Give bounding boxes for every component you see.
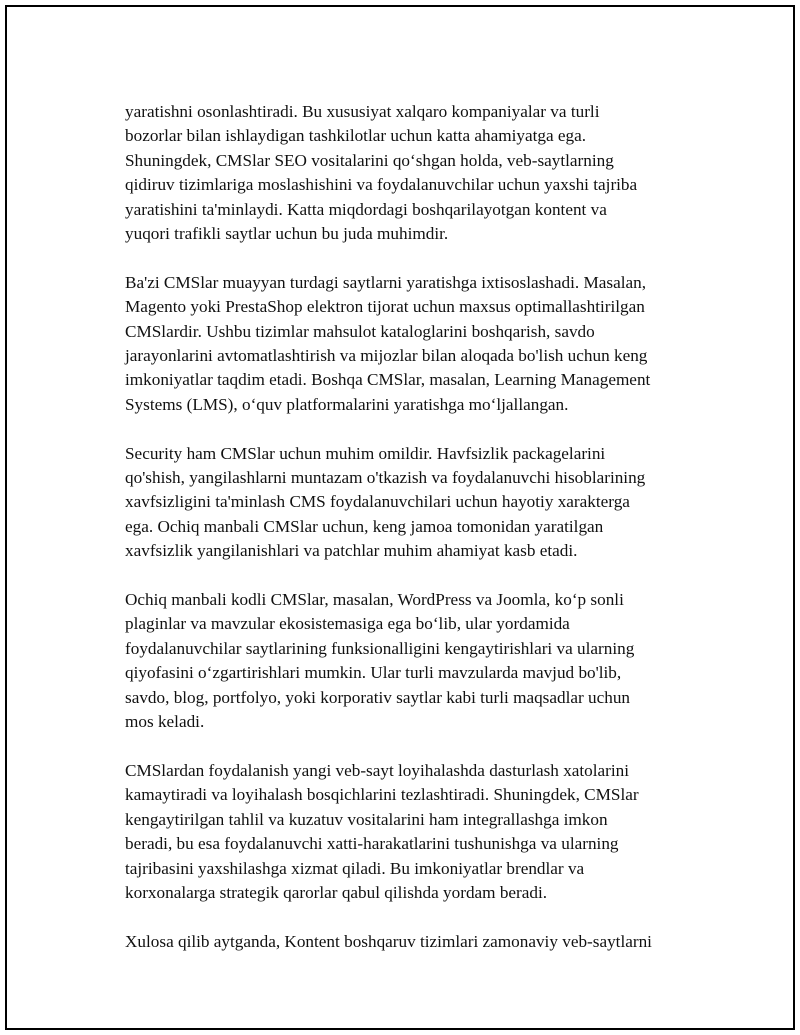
paragraph-1 [125,100,700,246]
text-line: qiyofasini o‘zgartirishlari mumkin. Ular turli mavzularda mavjud bo'lib, [125,663,622,683]
text-line: kengaytirilgan tahlil va kuzatuv vositalarini ham integrallashga imkon [125,809,608,829]
text-line: tajribasini yaxshilashga xizmat qiladi. Bu imkoniyatlar brendlar va [125,858,585,878]
text-line: yaratishni osonlashtiradi. Bu xususiyat xalqaro kompaniyalar va turli [125,102,600,121]
paragraph-6 [125,930,700,954]
text-line: Xulosa qilib aytganda, Kontent boshqaruv tizimlari zamonaviy veb-saytlarni [125,931,652,951]
text-line: imkoniyatlar taqdim etadi. Boshqa CMSlar, masalan, Learning Management [125,370,651,390]
text-line: foydalanuvchilar saytlarining funksionalligini kengaytirishlari va ularning [125,638,635,658]
text-line: yaratishini ta'minlaydi. Katta miqdordagi boshqarilayotgan kontent va [125,199,607,219]
paragraph-4 [125,588,700,734]
text-line: Shuningdek, CMSlar SEO vositalarini qo‘shgan holda, veb-saytlarning [125,150,614,170]
paragraph-5 [125,759,700,905]
page-frame [5,5,795,1030]
text-line: qo'shish, yangilashlarni muntazam o'tkazish va foydalanuvchi hisoblarining [125,468,646,488]
paragraph-3 [125,442,700,564]
text-line: Magento yoki PrestaShop elektron tijorat uchun maxsus optimallashtirilgan [125,297,645,317]
text-line: bozorlar bilan ishlaydigan tashkilotlar uchun katta ahamiyatga ega. [125,126,587,146]
text-line: jarayonlarini avtomatlashtirish va mijozlar bilan aloqada bo'lish uchun keng [125,346,648,366]
paragraph-2 [125,271,700,417]
text-line: plaginlar va mavzular ekosistemasiga ega bo‘lib, ular yordamida [125,614,570,634]
text-line: korxonalarga strategik qarorlar qabul qilishda yordam beradi. [125,882,548,902]
text-line: ega. Ochiq manbali CMSlar uchun, keng jamoa tomonidan yaratilgan [125,516,604,536]
text-line: mos keladi. [125,712,205,732]
text-line: kamaytiradi va loyihalash bosqichlarini tezlashtiradi. Shuningdek, CMSlar [125,785,639,805]
document-body [125,100,700,979]
text-line: Ba'zi CMSlar muayyan turdagi saytlarni yaratishga ixtisoslashadi. Masalan, [125,272,646,292]
text-line: beradi, bu esa foydalanuvchi xatti-harakatlarini tushunishga va ularning [125,834,619,854]
text-line: Ochiq manbali kodli CMSlar, masalan, WordPress va Joomla, ko‘p sonli [125,590,624,610]
text-line: CMSlardir. Ushbu tizimlar mahsulot kataloglarini boshqarish, savdo [125,321,595,341]
text-line: yuqori trafikli saytlar uchun bu juda muhimdir. [125,224,449,244]
text-line: CMSlardan foydalanish yangi veb-sayt loyihalashda dasturlash xatolarini [125,760,630,780]
text-line: qidiruv tizimlariga moslashishini va foydalanuvchilar uchun yaxshi tajriba [125,175,638,195]
text-line: xavfsizlik yangilanishlari va patchlar muhim ahamiyat kasb etadi. [125,541,578,561]
text-line: Systems (LMS), o‘quv platformalarini yaratishga mo‘ljallangan. [125,394,569,414]
text-line: xavfsizligini ta'minlash CMS foydalanuvchilari uchun hayotiy xarakterga [125,492,630,512]
text-line: Security ham CMSlar uchun muhim omildir. Havfsizlik packagelarini [125,443,606,463]
text-line: savdo, blog, portfolyo, yoki korporativ saytlar kabi turli maqsadlar uchun [125,687,631,707]
